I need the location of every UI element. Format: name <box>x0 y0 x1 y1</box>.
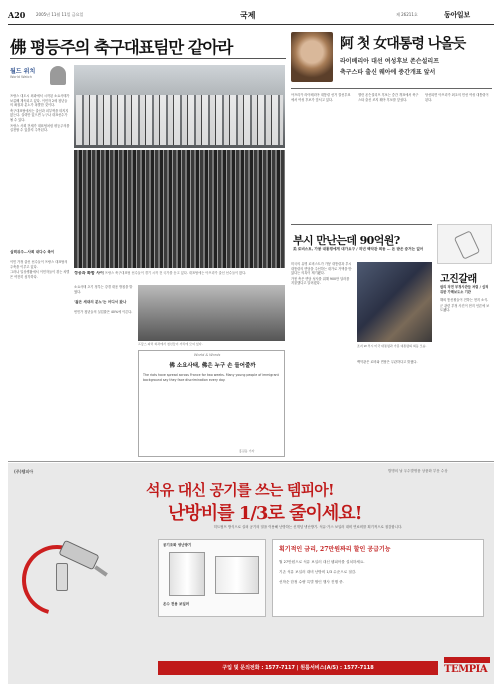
column-box <box>138 350 285 457</box>
pen-icon <box>454 230 480 259</box>
ad-brand: (주)템피아 <box>14 469 34 474</box>
column-title: 佛 소요사태, 佛은 누구 손 들어줄까 <box>169 363 256 369</box>
advertisement <box>8 463 494 684</box>
bush-paragraph: 미국의 유명 로비스트가 가봉 대통령과 부시 대통령의 면담을 주선하는 대가로 거액을 받았다는 의혹이 제기됐다. <box>291 262 352 276</box>
side-body <box>440 298 492 455</box>
left-paragraph: 프랑스 사회 전체가 대표팀처럼 평등주의를 실천할 수 있을지 주목된다. <box>10 123 70 133</box>
left-body-text <box>10 94 70 244</box>
bush-paragraph: 백악관은 로비와 면담은 무관하다고 밝혔다. <box>357 360 418 364</box>
side-subtitle: 필리 작전 부정사관들 처럼 / 실적 위한 가해보도소 기관 <box>440 285 489 294</box>
left-headline: 佛 평등주의 축구대표팀만 같아라 <box>10 38 233 57</box>
bush-headline: 부시 만난는데 90억원? <box>293 234 400 247</box>
ad-headline-1: 석유 대신 공기를 쓰는 템피아! <box>146 481 334 499</box>
event-title: 획기적인 금리, 27만원짜리 할인 공급기능 <box>279 546 391 553</box>
product-unit-1 <box>169 552 205 596</box>
side-illustration <box>437 224 492 264</box>
byline-subtitle: World Watch <box>10 75 33 79</box>
event-line-1: 월 27만원으로 석유 보일러 대신 템피아를 설치하세요. <box>279 560 365 564</box>
ad-description: 히트펌프 방식으로 실외 공기의 열을 이용해 난방하는 신개념 냉난방기. 석유·가스 보일러 대비 연료비를 획기적으로 절감합니다. <box>213 525 403 529</box>
protest-photo <box>138 285 285 341</box>
right-sub1: 라이베리아 대선 여성후보 존슨설리프 <box>340 58 440 65</box>
photo-caption <box>74 271 285 281</box>
left-paragraph: 축구대표팀에서는 출신과 피부색을 따지지 않는다. 실력만 있으면 누구나 대표선수가 될 수 있다. <box>10 108 69 122</box>
ad-top-rule <box>8 461 494 462</box>
newspaper-logo: 동아일보 <box>444 10 470 19</box>
contact-text: 구입 및 문의전화 : 1577-7117 | 원룸서비스(A/S) : 1577-7118 <box>222 665 374 671</box>
event-line-2: 기존 석유 보일러 대비 난방비 1/3 수준으로 절감. <box>279 570 357 574</box>
nozzle-handle <box>56 563 68 591</box>
left-headline-rule <box>10 58 286 59</box>
right-sub2: 축구스타 출신 웨아에 중간개표 앞서 <box>340 69 436 76</box>
product2-label: 온수 전용 보일러 <box>163 602 190 606</box>
byline-title: 월드 위치 <box>10 68 36 75</box>
bush-photo <box>357 262 432 342</box>
publication-date: 2005년 11월 11일 금요일 <box>36 12 84 17</box>
page-header <box>8 9 494 23</box>
product-unit-2 <box>215 556 259 594</box>
fuel-nozzle-graphic <box>12 485 132 645</box>
byline-box <box>10 66 68 90</box>
ad-headline-2: 난방비를 1/3로 줄이세요! <box>168 503 362 524</box>
photo-figures <box>76 95 283 145</box>
caption-text: 프랑스 축구대표팀 선수들이 경기 시작 전 국가를 듣고 있다. 대표팀에는 아프리카 출신 선수들이 많다. <box>104 271 247 275</box>
logo-mark <box>444 657 490 663</box>
bush-photo-caption: 조지 W 부시 미국 대통령과 가봉 대통령의 회동 모습. <box>357 344 427 348</box>
header-rule <box>8 24 494 25</box>
right-paragraph: 당선되면 아프리카 최초의 민선 여성 대통령이 된다. <box>425 93 489 102</box>
left-paragraph: 프랑스 대도시 외곽에서 시작된 소요사태가 보름째 계속되고 있다. 이민자 2세 청년들의 좌절과 분노가 폭발한 것이다. <box>10 94 70 108</box>
team-photo <box>74 65 285 148</box>
side-paragraph: 군 관련 부정 사건이 현지 언론에 보도됐다. <box>440 303 490 313</box>
caption-tag: 정공과 화합 사이 <box>74 271 104 275</box>
right-paragraph: 엘런 존슨설리프 후보는 중간 개표에서 축구스타 출신 조지 웨아 후보를 앞섰다. <box>358 93 419 102</box>
bush-subhead: 美 로비스트, 가봉 대통령에게 대가요구 / 작년 백악관 회동 … 돈 받은 증거는 없어 <box>293 247 424 251</box>
bush-body-col2 <box>357 360 432 455</box>
tempia-logo <box>444 657 490 677</box>
product1-label: 공기조화 냉난방기 <box>163 543 192 547</box>
right-headline: 阿 첫 女대통령 나올듯 <box>340 36 466 52</box>
right-body-col1 <box>291 93 353 221</box>
sidebar-paragraph: 빈민가 청년들의 실업률은 40%에 이른다. <box>74 310 133 314</box>
page-number: A20 <box>8 10 26 20</box>
crowd-photo <box>74 150 285 268</box>
side-title: 고진갈래 <box>440 274 477 285</box>
left-paragraph: 그러나 일상생활에서 이민자들이 겪는 차별은 여전히 심각하다. <box>10 270 70 279</box>
mid-column-1b <box>74 310 134 455</box>
bush-body-col1 <box>291 262 353 454</box>
right-mid-rule <box>291 224 432 225</box>
right-body-col3 <box>425 93 492 221</box>
product-panel <box>158 539 266 617</box>
side-paragraph: 해외 통신원들이 전하는 현지 소식. <box>440 298 489 302</box>
ad-ribbon: 발명의 날 우수발명품 상품화 부문 수상 <box>388 469 448 473</box>
sidebar-paragraph: 소요사태 초기 정부는 강경 대응 방침을 밝혔다. <box>74 285 133 294</box>
issue-number: 제 26211호 <box>396 12 418 17</box>
left-paragraph: 이민 가정 출신 선수들이 프랑스 대표팀의 주축을 이루고 있다. <box>10 260 68 269</box>
left-subhead: 실력위주…사회 대다수 축이 <box>10 250 55 254</box>
protest-caption: 프랑스 파리 외곽에서 청년들이 거리에 모여 있다. <box>138 342 203 346</box>
liberia-candidate-photo <box>291 32 333 82</box>
right-body-col2 <box>358 93 420 221</box>
nozzle-spout <box>94 565 108 576</box>
event-line-3: 선착순 한정 수량 특별 할인 행사 진행 중. <box>279 580 344 584</box>
byline-avatar <box>50 66 66 85</box>
right-rule <box>291 88 492 89</box>
contact-bar <box>158 661 438 675</box>
event-panel <box>272 539 484 617</box>
bush-paragraph: 가봉 측은 면담 성사를 위해 900만 달러를 지불했다고 알려졌다. <box>291 276 350 286</box>
logo-text: TEMPIA <box>444 664 488 675</box>
left-body-text-2 <box>10 260 70 455</box>
column-tag: World & Words <box>194 353 221 357</box>
column-author: 홍길동 기자 <box>239 449 255 453</box>
column-body: The riots have spread across France for two weeks. Many young people of immigrant background say they face discrimination every day. <box>143 373 279 382</box>
right-paragraph: 아프리카 라이베리아 대통령 선거 결선투표에서 여성 후보가 앞서고 있다. <box>291 93 351 102</box>
section-title: 국제 <box>240 10 256 20</box>
sidebar-subhead: '젊은 세대의 분노'는 어디서 왔나 <box>74 300 127 304</box>
